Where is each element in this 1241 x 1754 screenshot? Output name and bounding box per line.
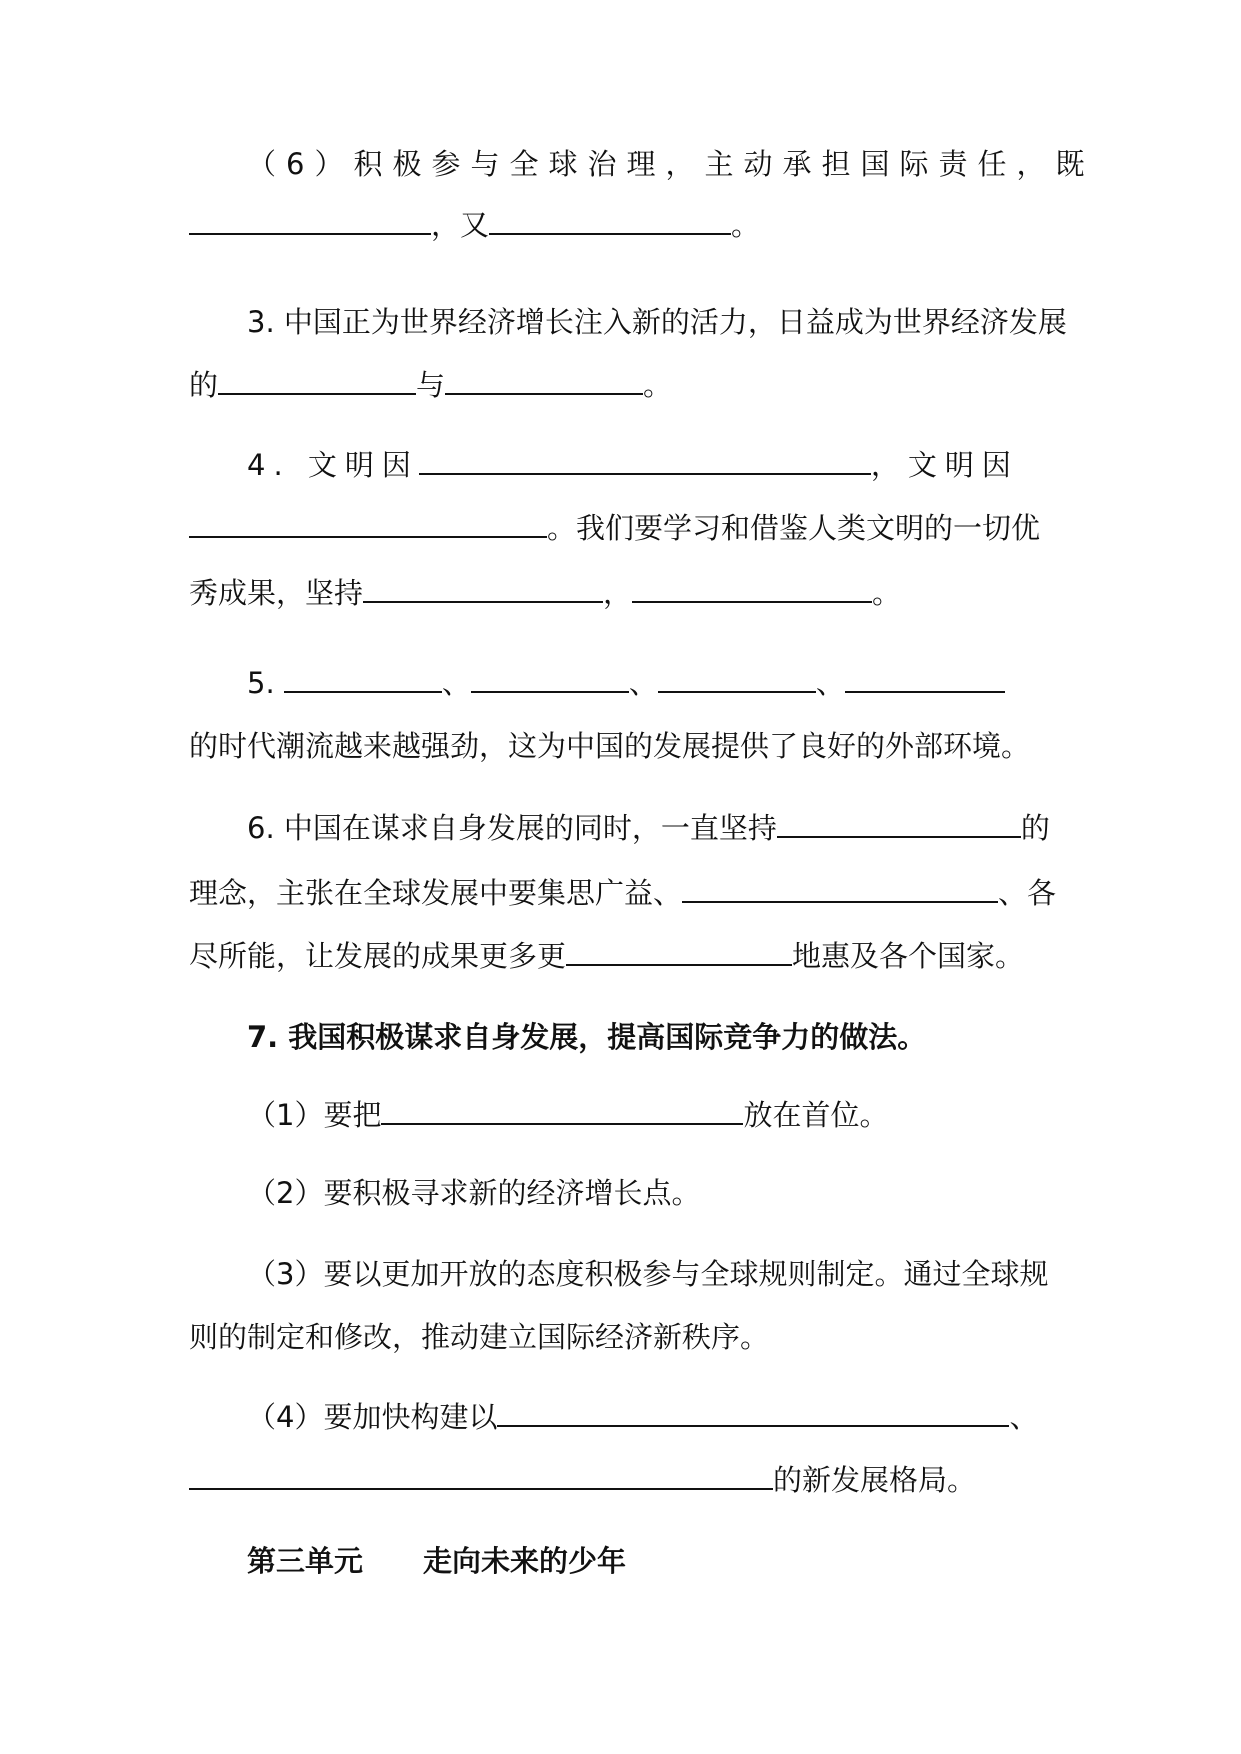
q3-end: 。	[643, 368, 673, 402]
q7-item1-suffix: 放在首位。	[743, 1098, 889, 1132]
q6-part3-end: 地惠及各个国家。	[792, 939, 1025, 973]
q7-item2-text: （2）要积极寻求新的经济增长点。	[247, 1176, 701, 1210]
q3-line1	[189, 304, 1067, 340]
q2-6-prefix: （6）积极参与全球治理，主动承担国际责任，既	[247, 147, 1095, 181]
q7-item1-blank[interactable]	[381, 1097, 743, 1125]
q4-part2: ，文明因	[870, 448, 1019, 482]
unit-title: 走向未来的少年	[423, 1544, 627, 1578]
q3-line2	[189, 367, 1056, 403]
q7-title	[189, 1019, 1056, 1055]
q6-part2: 理念，主张在全球发展中要集思广益、	[189, 876, 683, 910]
q2-6-end: 。	[731, 208, 761, 242]
q7-item1	[189, 1097, 1056, 1133]
q4-sep: ，	[603, 576, 633, 610]
q5-sep-3: 、	[815, 666, 845, 700]
q7-item4-blank-2[interactable]	[189, 1462, 773, 1490]
q5-blank-1[interactable]	[284, 665, 442, 693]
q5-text: 的时代潮流越来越强劲，这为中国的发展提供了良好的外部环境。	[189, 729, 1031, 763]
q2-6-blank-2[interactable]	[489, 207, 731, 235]
q4-line1	[189, 447, 1056, 483]
q6-part1: 6. 中国在谋求自身发展的同时，一直坚持	[247, 811, 777, 845]
q6-part2-end: 、各	[998, 876, 1057, 910]
q2-6-line2	[189, 207, 1056, 243]
q2-6-mid: ，又	[431, 208, 490, 242]
q4-line2	[189, 510, 1056, 546]
q7-item3-text-2: 则的制定和修改，推动建立国际经济新秩序。	[189, 1320, 770, 1354]
q6-line1	[189, 810, 1056, 846]
q3-text: 3. 中国正为世界经济增长注入新的活力，日益成为世界经济发展	[247, 305, 1067, 339]
q5-sep-2: 、	[628, 666, 658, 700]
q5-blank-4[interactable]	[845, 665, 1005, 693]
q6-line2	[189, 875, 1056, 911]
q6-line3	[189, 938, 1056, 974]
q4-blank-1[interactable]	[419, 447, 871, 475]
q4-part1: 4. 文明因	[247, 448, 419, 482]
q7-item4-prefix: （4）要加快构建以	[247, 1400, 498, 1434]
q7-item4-blank-1[interactable]	[497, 1399, 1009, 1427]
q5-line1	[189, 665, 1056, 701]
q3-mid: 与	[416, 368, 446, 402]
q7-item3-line1	[189, 1256, 1056, 1292]
q7-item3-text-1: （3）要以更加开放的态度积极参与全球规则制定。通过全球规	[247, 1257, 1049, 1291]
q6-part1-end: 的	[1020, 811, 1050, 845]
q7-item4-end: 的新发展格局。	[773, 1463, 977, 1497]
q4-blank-2[interactable]	[189, 510, 547, 538]
q7-item4-line1	[189, 1399, 1056, 1435]
q3-start: 的	[189, 368, 219, 402]
q5-num: 5.	[247, 666, 275, 700]
q7-item2	[189, 1175, 1056, 1211]
q6-blank-3[interactable]	[566, 938, 792, 966]
q4-line3	[189, 575, 1056, 611]
q5-sep-1: 、	[441, 666, 471, 700]
unit-label: 第三单元	[247, 1544, 364, 1578]
q4-blank-4[interactable]	[632, 575, 872, 603]
q6-blank-1[interactable]	[777, 810, 1021, 838]
unit-heading	[189, 1543, 1056, 1579]
q7-item4-line2	[189, 1462, 1056, 1498]
q3-blank-1[interactable]	[218, 367, 416, 395]
q6-blank-2[interactable]	[682, 875, 998, 903]
q4-part4: 秀成果，坚持	[189, 576, 364, 610]
q3-blank-2[interactable]	[445, 367, 643, 395]
q5-blank-3[interactable]	[658, 665, 816, 693]
q4-blank-3[interactable]	[363, 575, 603, 603]
q7-title-text: 7. 我国积极谋求自身发展，提高国际竞争力的做法。	[247, 1020, 927, 1054]
q4-end: 。	[872, 576, 902, 610]
q6-part3: 尽所能，让发展的成果更多更	[189, 939, 567, 973]
q7-item3-line2	[189, 1319, 1056, 1355]
q5-blank-2[interactable]	[471, 665, 629, 693]
q2-6-line1	[189, 146, 1095, 182]
q2-6-blank-1[interactable]	[189, 207, 431, 235]
q4-part3: 。我们要学习和借鉴人类文明的一切优	[547, 511, 1041, 545]
q7-item1-prefix: （1）要把	[247, 1098, 382, 1132]
q7-item4-sep: 、	[1009, 1400, 1039, 1434]
q5-line2	[189, 728, 1056, 764]
